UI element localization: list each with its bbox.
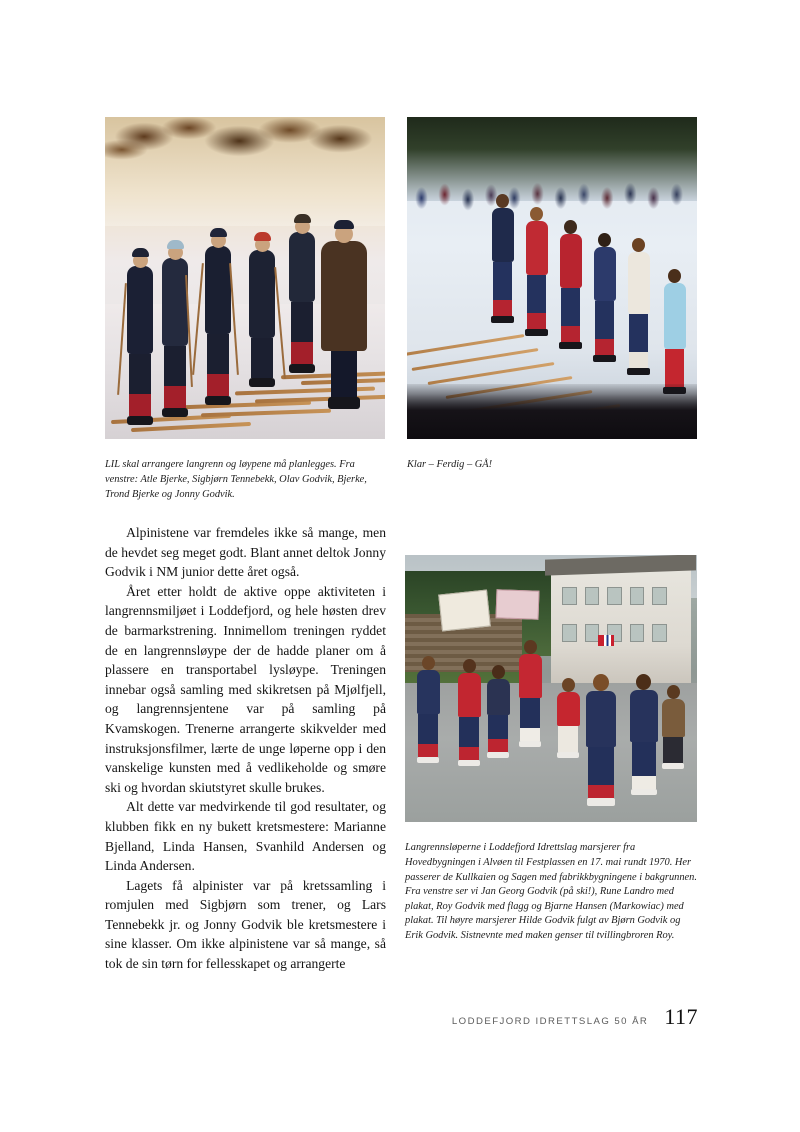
skier-socks bbox=[595, 339, 614, 355]
skier-legs bbox=[331, 351, 357, 397]
skier-legs bbox=[291, 302, 313, 342]
norwegian-flag bbox=[598, 635, 614, 646]
ski-race-startline-photo bbox=[407, 117, 697, 439]
skier-boots bbox=[205, 396, 231, 405]
child-head bbox=[667, 685, 680, 699]
child-head bbox=[593, 674, 609, 691]
child-legs bbox=[588, 747, 614, 785]
skier-hat bbox=[334, 220, 354, 229]
skier-boots bbox=[127, 416, 153, 425]
child-socks bbox=[520, 728, 540, 741]
ski-race-startline-photo-caption: Klar – Ferdig – GÅ! bbox=[407, 459, 493, 471]
skier-legs bbox=[629, 314, 648, 352]
marching-child bbox=[487, 665, 510, 758]
photo-content bbox=[405, 555, 697, 822]
building-window bbox=[630, 587, 645, 605]
spectator-crowd bbox=[407, 156, 697, 227]
skier-head bbox=[335, 225, 353, 243]
skier-person bbox=[247, 237, 277, 387]
child-head bbox=[524, 640, 537, 654]
building-window bbox=[585, 587, 600, 605]
skier-socks bbox=[207, 374, 229, 396]
skier-socks bbox=[629, 352, 648, 368]
skier-boots bbox=[289, 364, 315, 373]
skier-head bbox=[255, 237, 270, 252]
snowy-trees-background bbox=[105, 117, 385, 226]
skier-hat bbox=[294, 214, 311, 223]
skiers-planning-photo-caption: LIL skal arrangere langrenn og løypene må planlegges. Fra venstre: Atle Bjerke, Sigbjørn Tennebekk, Olav Godvik, Bjerke, Trond Bjerke og Jonny Godvik. bbox=[105, 459, 367, 500]
skier-head bbox=[632, 238, 645, 252]
parade-placard bbox=[438, 590, 490, 632]
building-window bbox=[607, 587, 622, 605]
skier-jacket bbox=[560, 234, 582, 288]
factory-building bbox=[551, 560, 691, 683]
skier-boots bbox=[627, 368, 650, 375]
skier-legs bbox=[251, 338, 273, 378]
skier-boots bbox=[525, 329, 548, 336]
marching-child bbox=[630, 674, 658, 795]
skier-head bbox=[211, 233, 226, 248]
may-17-parade-photo bbox=[405, 555, 697, 822]
skier-socks bbox=[561, 326, 580, 342]
skier-hat bbox=[210, 228, 227, 237]
skier-jacket bbox=[664, 283, 686, 349]
skier-torso bbox=[249, 250, 275, 338]
building-roof bbox=[545, 555, 696, 575]
skier-socks bbox=[527, 313, 546, 329]
body-paragraph: Alpinistene var fremdeles ikke så mange, men de hevdet seg meget godt. Blant annet deltok Jonny Godvik i NM junior dette året også. bbox=[105, 525, 386, 580]
marching-child bbox=[519, 640, 542, 747]
young-skier bbox=[627, 238, 650, 375]
child-shoes bbox=[631, 789, 657, 795]
skier-boots bbox=[328, 397, 360, 409]
child-shoes bbox=[557, 752, 579, 758]
child-tracksuit-top bbox=[487, 679, 510, 715]
child-tracksuit-top bbox=[417, 670, 440, 714]
child-shoes bbox=[417, 757, 439, 763]
child-tracksuit-top bbox=[557, 692, 580, 726]
child-head bbox=[562, 678, 575, 692]
building-window bbox=[630, 624, 645, 642]
skier-torso bbox=[289, 232, 315, 302]
skier-sweater bbox=[628, 252, 650, 314]
skier-head bbox=[598, 233, 611, 247]
child-legs bbox=[488, 715, 508, 739]
may-17-parade-photo-caption: Langrennsløperne i Loddefjord Idrettslag marsjerer fra Hovedbygningen i Alvøen til Festplassen en 17. mai rundt 1970. Her passerer de Kullkaien og Sagen med fabrikkbygningene i bakgrunnen. Fra venstre ser vi Jan Georg Godvik (på ski!), Rune Landro med plakat, Roy Godvik med flagg og Bjarne Hansen (Markowiac) med plakat. Til høyre marsjerer Hilde Godvik fulgt av Bjørn Godvik og Erik Godvik. Sistnevnte med maken genser til tvillingbroren Roy. bbox=[405, 842, 697, 941]
skier-head bbox=[564, 220, 577, 234]
building-window bbox=[562, 587, 577, 605]
parade-placard bbox=[495, 589, 539, 619]
child-shoes bbox=[662, 763, 684, 769]
skier-hat bbox=[132, 248, 149, 257]
skier-legs bbox=[665, 349, 684, 387]
child-head bbox=[463, 659, 476, 673]
building-window bbox=[562, 624, 577, 642]
skier-legs bbox=[493, 262, 512, 300]
child-tracksuit-top bbox=[662, 699, 685, 737]
skier-jacket bbox=[594, 247, 616, 301]
skier-legs bbox=[129, 354, 151, 394]
skier-legs bbox=[207, 334, 229, 374]
skier-socks bbox=[291, 342, 313, 364]
footer-book-title: LODDEFJORD IDRETTSLAG 50 ÅR bbox=[451, 1016, 649, 1027]
skier-boots bbox=[249, 378, 275, 387]
skier-boots bbox=[593, 355, 616, 362]
skiers-planning-photo bbox=[105, 117, 385, 439]
skier-hat bbox=[254, 232, 271, 241]
skier-person bbox=[125, 253, 155, 425]
child-head bbox=[492, 665, 505, 679]
child-tracksuit-top bbox=[630, 690, 658, 742]
young-skier bbox=[525, 207, 548, 336]
young-skier bbox=[663, 269, 686, 394]
page-footer bbox=[405, 1004, 698, 1030]
skier-legs bbox=[527, 275, 546, 313]
skier-coat bbox=[321, 241, 367, 351]
skier-person bbox=[287, 219, 317, 373]
child-legs bbox=[520, 698, 540, 728]
child-tracksuit-top bbox=[519, 654, 542, 698]
skier-torso bbox=[162, 258, 188, 346]
marching-child bbox=[586, 674, 616, 806]
child-shoes bbox=[458, 760, 480, 766]
skier-legs bbox=[561, 288, 580, 326]
child-socks bbox=[588, 785, 614, 798]
skier-head bbox=[668, 269, 681, 283]
marching-child bbox=[417, 656, 440, 763]
child-shoes bbox=[487, 752, 509, 758]
marching-child bbox=[557, 678, 580, 758]
child-legs bbox=[558, 726, 578, 752]
skier-jacket bbox=[526, 221, 548, 275]
skier-boots bbox=[162, 408, 188, 417]
skier-legs bbox=[164, 346, 186, 386]
skier-socks bbox=[129, 394, 151, 416]
child-socks bbox=[488, 739, 508, 752]
skier-legs bbox=[595, 301, 614, 339]
young-skier bbox=[491, 194, 514, 323]
photo-content bbox=[407, 117, 697, 439]
child-legs bbox=[632, 742, 656, 776]
body-paragraph: Alt dette var medvirkende til god resultater, og klubben fikk en ny bukett kretsmestere: Marianne Bjelland, Linda Hansen, Svanhild Andersen og Linda Andersen. bbox=[105, 799, 386, 874]
body-paragraph: Året etter holdt de aktive oppe aktiviteten i langrennsmiljøet i Loddefjord, og hele høsten drev de barmarkstrening. Innimellom treningen ryddet de en langrennsløype der de hadde planer om å plassere en transportabel lysløype. Treningen innebar også samling med skikretsen på Mjølfjell, og langrennsjentene var på samling på Kvamskogen. Trenerne arrangerte skikvelder med instruksjonsfilmer, lærte de unge løperne opp i den vanskelige kunsten med å vedlikeholde og smøre ski og hvordan skiutstyret skulle brukes. bbox=[105, 583, 386, 795]
marching-child bbox=[662, 685, 685, 769]
photo-content bbox=[105, 117, 385, 439]
skier-boots bbox=[559, 342, 582, 349]
child-socks bbox=[418, 744, 438, 757]
young-skier bbox=[559, 220, 582, 349]
skier-head bbox=[295, 219, 310, 234]
photo-dark-edge bbox=[407, 384, 697, 439]
body-paragraph: Lagets få alpinister var på kretssamling i romjulen med Sigbjørn som trener, og Lars Tennebekk jr. og Jonny Godvik ble kretsmestere i sine klasser. Om ikke alpinistene var så mange, så tok de sin tørn for fellesskapet og arrangerte bbox=[105, 877, 386, 972]
skier-torso bbox=[205, 246, 231, 334]
skier-head bbox=[133, 253, 148, 268]
child-head bbox=[636, 674, 651, 690]
child-socks bbox=[459, 747, 479, 760]
child-legs bbox=[663, 737, 683, 763]
child-legs bbox=[459, 717, 479, 747]
skier-head bbox=[168, 245, 183, 260]
child-tracksuit-top bbox=[586, 691, 616, 747]
building-window bbox=[652, 587, 667, 605]
skier-jacket bbox=[492, 208, 514, 262]
skier-torso bbox=[127, 266, 153, 354]
skier-head bbox=[496, 194, 509, 208]
skier-person bbox=[321, 225, 367, 409]
building-window bbox=[652, 624, 667, 642]
skier-socks bbox=[164, 386, 186, 408]
child-shoes bbox=[587, 798, 615, 806]
page-number: 117 bbox=[664, 1004, 698, 1029]
skier-head bbox=[530, 207, 543, 221]
child-head bbox=[422, 656, 435, 670]
skier-person bbox=[203, 233, 233, 405]
child-legs bbox=[418, 714, 438, 744]
skier-person bbox=[160, 245, 190, 417]
child-tracksuit-top bbox=[458, 673, 481, 717]
marching-child bbox=[458, 659, 481, 766]
skier-socks bbox=[493, 300, 512, 316]
skier-hat bbox=[167, 240, 184, 249]
young-skier bbox=[593, 233, 616, 362]
article-body-column bbox=[105, 523, 386, 974]
skier-boots bbox=[491, 316, 514, 323]
child-shoes bbox=[519, 741, 541, 747]
child-socks bbox=[632, 776, 656, 789]
